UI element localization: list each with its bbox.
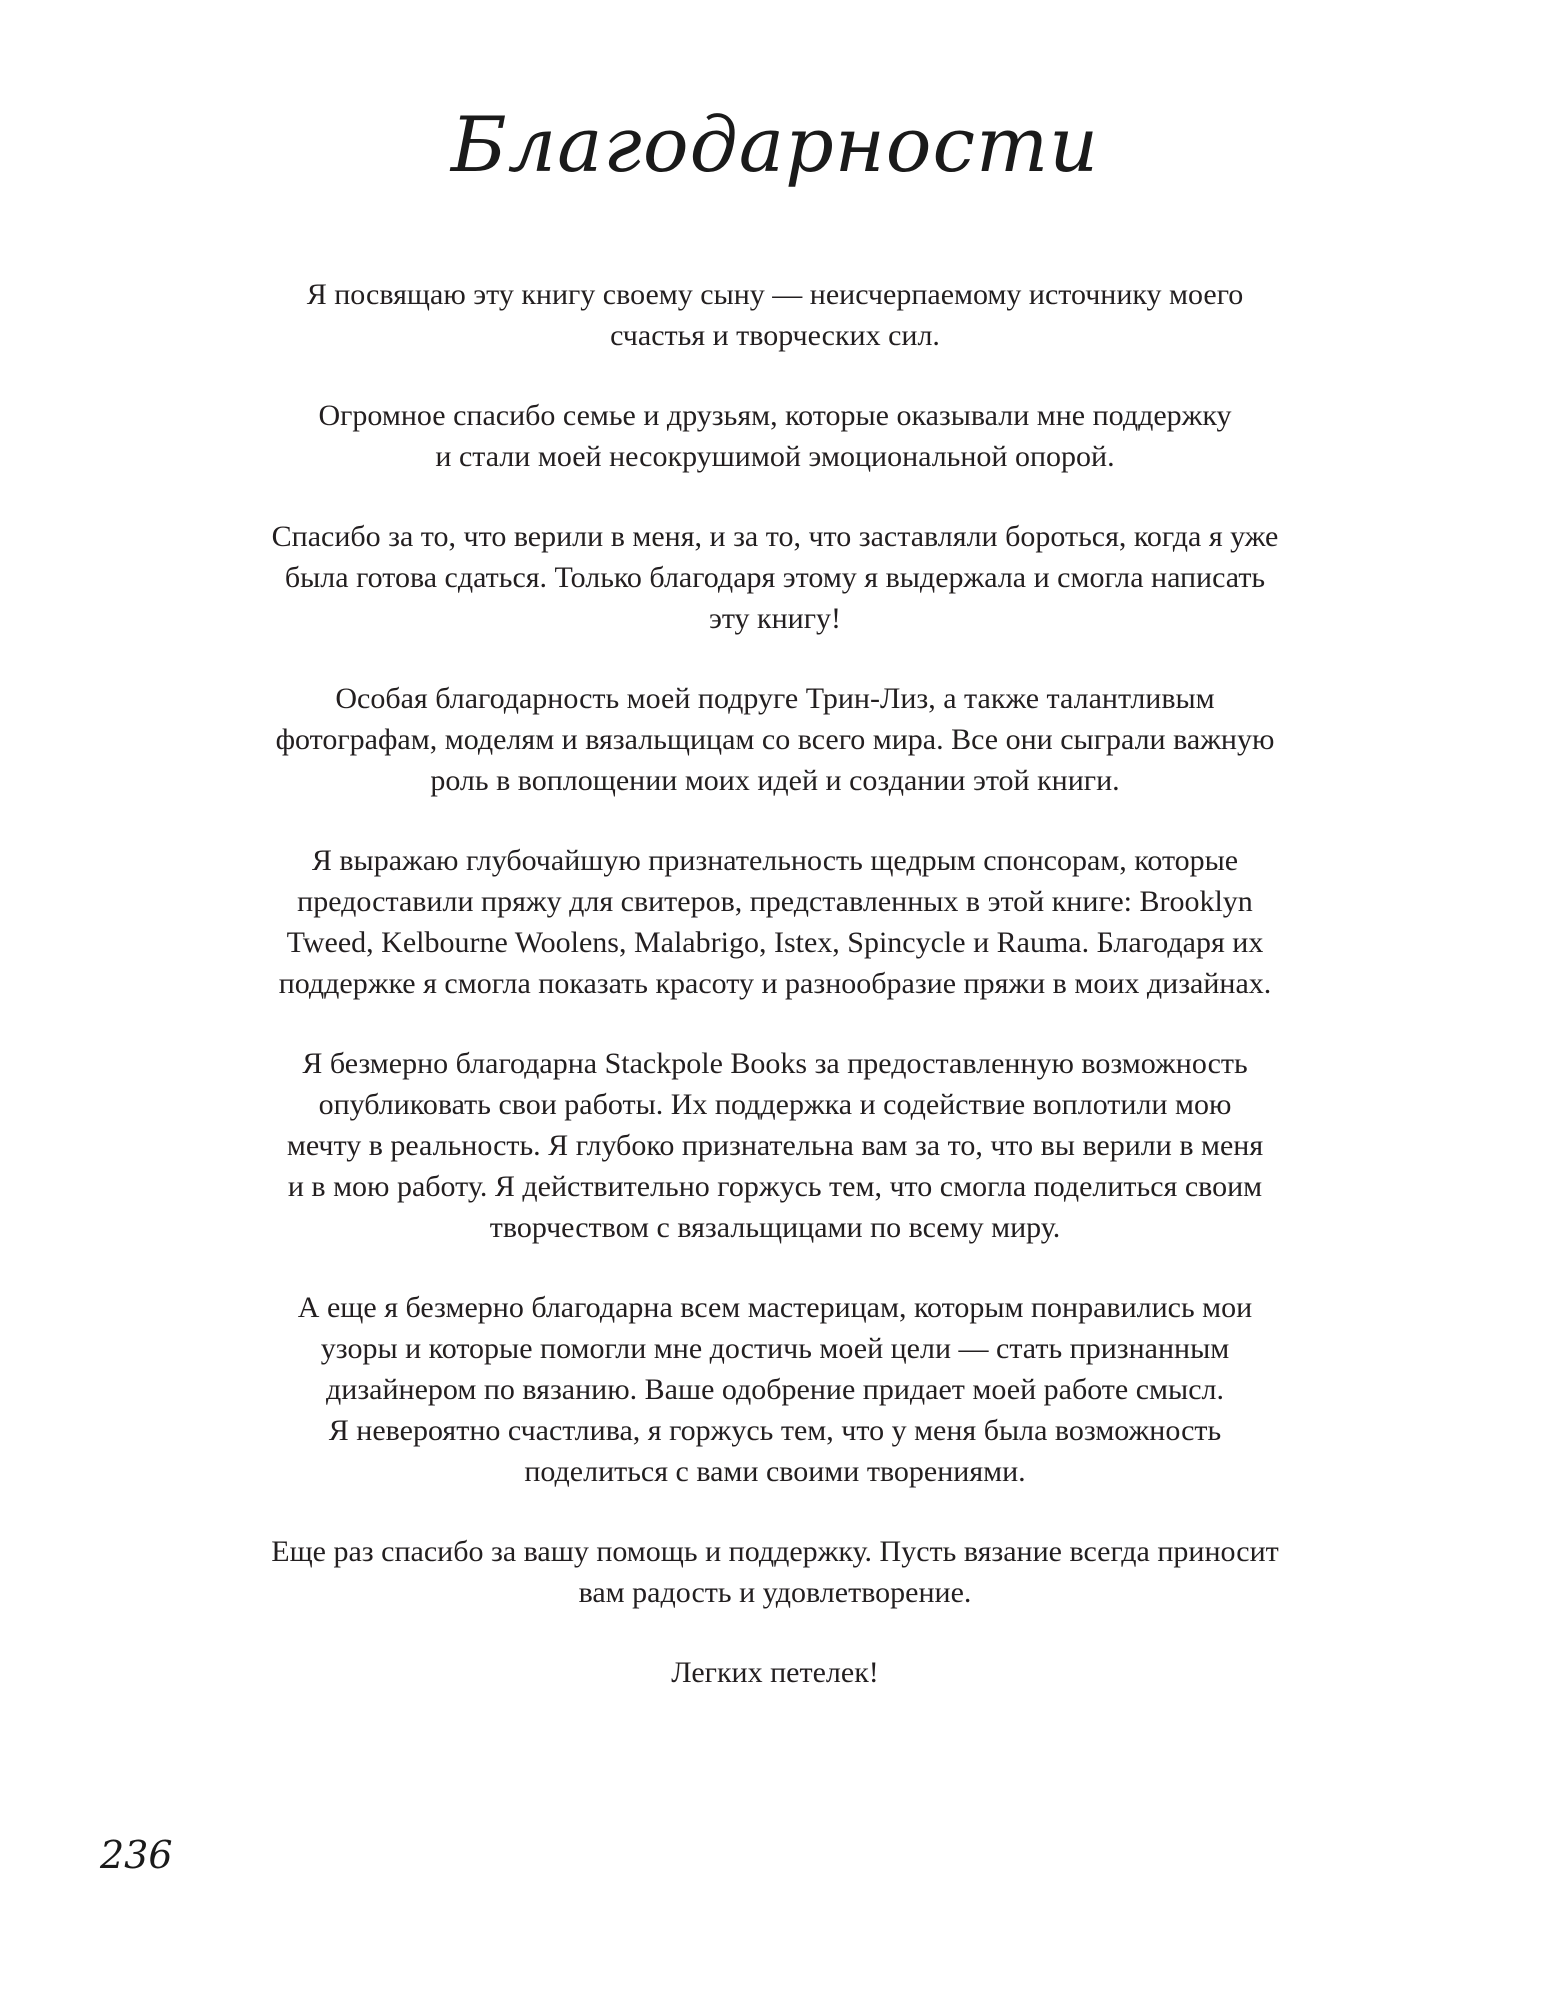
- paragraph: [225, 395, 1325, 477]
- text-line: поддержке я смогла показать красоту и разнообразие пряжи в моих дизайнах.: [278, 967, 1272, 1000]
- paragraph: [225, 516, 1325, 639]
- paragraph: [225, 840, 1325, 1004]
- text-line: роль в воплощении моих идей и создании этой книги.: [430, 764, 1120, 797]
- page-number: 236: [100, 1833, 173, 1877]
- text-line: мечту в реальность. Я глубоко признательна вам за то, что вы верили в меня: [286, 1129, 1264, 1162]
- text-line: узоры и которые помогли мне достичь моей цели — стать признанным: [320, 1332, 1230, 1365]
- page-title: Благодарности: [450, 100, 1100, 189]
- text-line: А еще я безмерно благодарна всем мастерицам, которым понравились мои: [297, 1291, 1253, 1324]
- text-line: Tweed, Kelbourne Woolens, Malabrigo, Istex, Spincycle и Rauma. Благодаря их: [286, 926, 1264, 959]
- text-line: творчеством с вязальщицами по всему миру.: [489, 1211, 1061, 1244]
- text-line: Легких петелек!: [671, 1656, 879, 1689]
- paragraph: [225, 1043, 1325, 1248]
- paragraph: [225, 678, 1325, 801]
- text-line: предоставили пряжу для свитеров, представленных в этой книге: Brooklyn: [297, 885, 1253, 918]
- text-line: дизайнером по вязанию. Ваше одобрение придает моей работе смысл.: [326, 1373, 1224, 1406]
- text-line: фотографам, моделям и вязальщицам со всего мира. Все они сыграли важную: [275, 723, 1275, 756]
- paragraph: [225, 274, 1325, 356]
- text-line: была готова сдаться. Только благодаря этому я выдержала и смогла написать: [284, 561, 1266, 594]
- text-line: Огромное спасибо семье и друзьям, которые оказывали мне поддержку: [318, 399, 1232, 432]
- text-line: Я невероятно счастлива, я горжусь тем, что у меня была возможность: [328, 1414, 1222, 1447]
- text-line: вам радость и удовлетворение.: [578, 1576, 972, 1609]
- closing-line: [225, 1652, 1325, 1693]
- text-line: Я выражаю глубочайшую признательность щедрым спонсорам, которые: [311, 844, 1239, 877]
- text-line: Спасибо за то, что верили в меня, и за то, что заставляли бороться, когда я уже: [271, 520, 1279, 553]
- text-line: Я посвящаю эту книгу своему сыну — неисчерпаемому источнику моего: [306, 278, 1244, 311]
- text-line: эту книгу!: [708, 602, 842, 635]
- text-line: счастья и творческих сил.: [610, 319, 940, 352]
- paragraph: [225, 1531, 1325, 1613]
- acknowledgements-body: [225, 274, 1325, 1732]
- text-line: Еще раз спасибо за вашу помощь и поддержку. Пусть вязание всегда приносит: [271, 1535, 1279, 1568]
- paragraph: [225, 1287, 1325, 1492]
- text-line: Особая благодарность моей подруге Трин-Лиз, а также талантливым: [335, 682, 1215, 715]
- text-line: поделиться с вами своими творениями.: [524, 1455, 1026, 1488]
- text-line: опубликовать свои работы. Их поддержка и содействие воплотили мою: [318, 1088, 1232, 1121]
- text-line: и в мою работу. Я действительно горжусь тем, что смогла поделиться своим: [287, 1170, 1263, 1203]
- text-line: Я безмерно благодарна Stackpole Books за предоставленную возможность: [302, 1047, 1248, 1080]
- text-line: и стали моей несокрушимой эмоциональной опорой.: [435, 440, 1115, 473]
